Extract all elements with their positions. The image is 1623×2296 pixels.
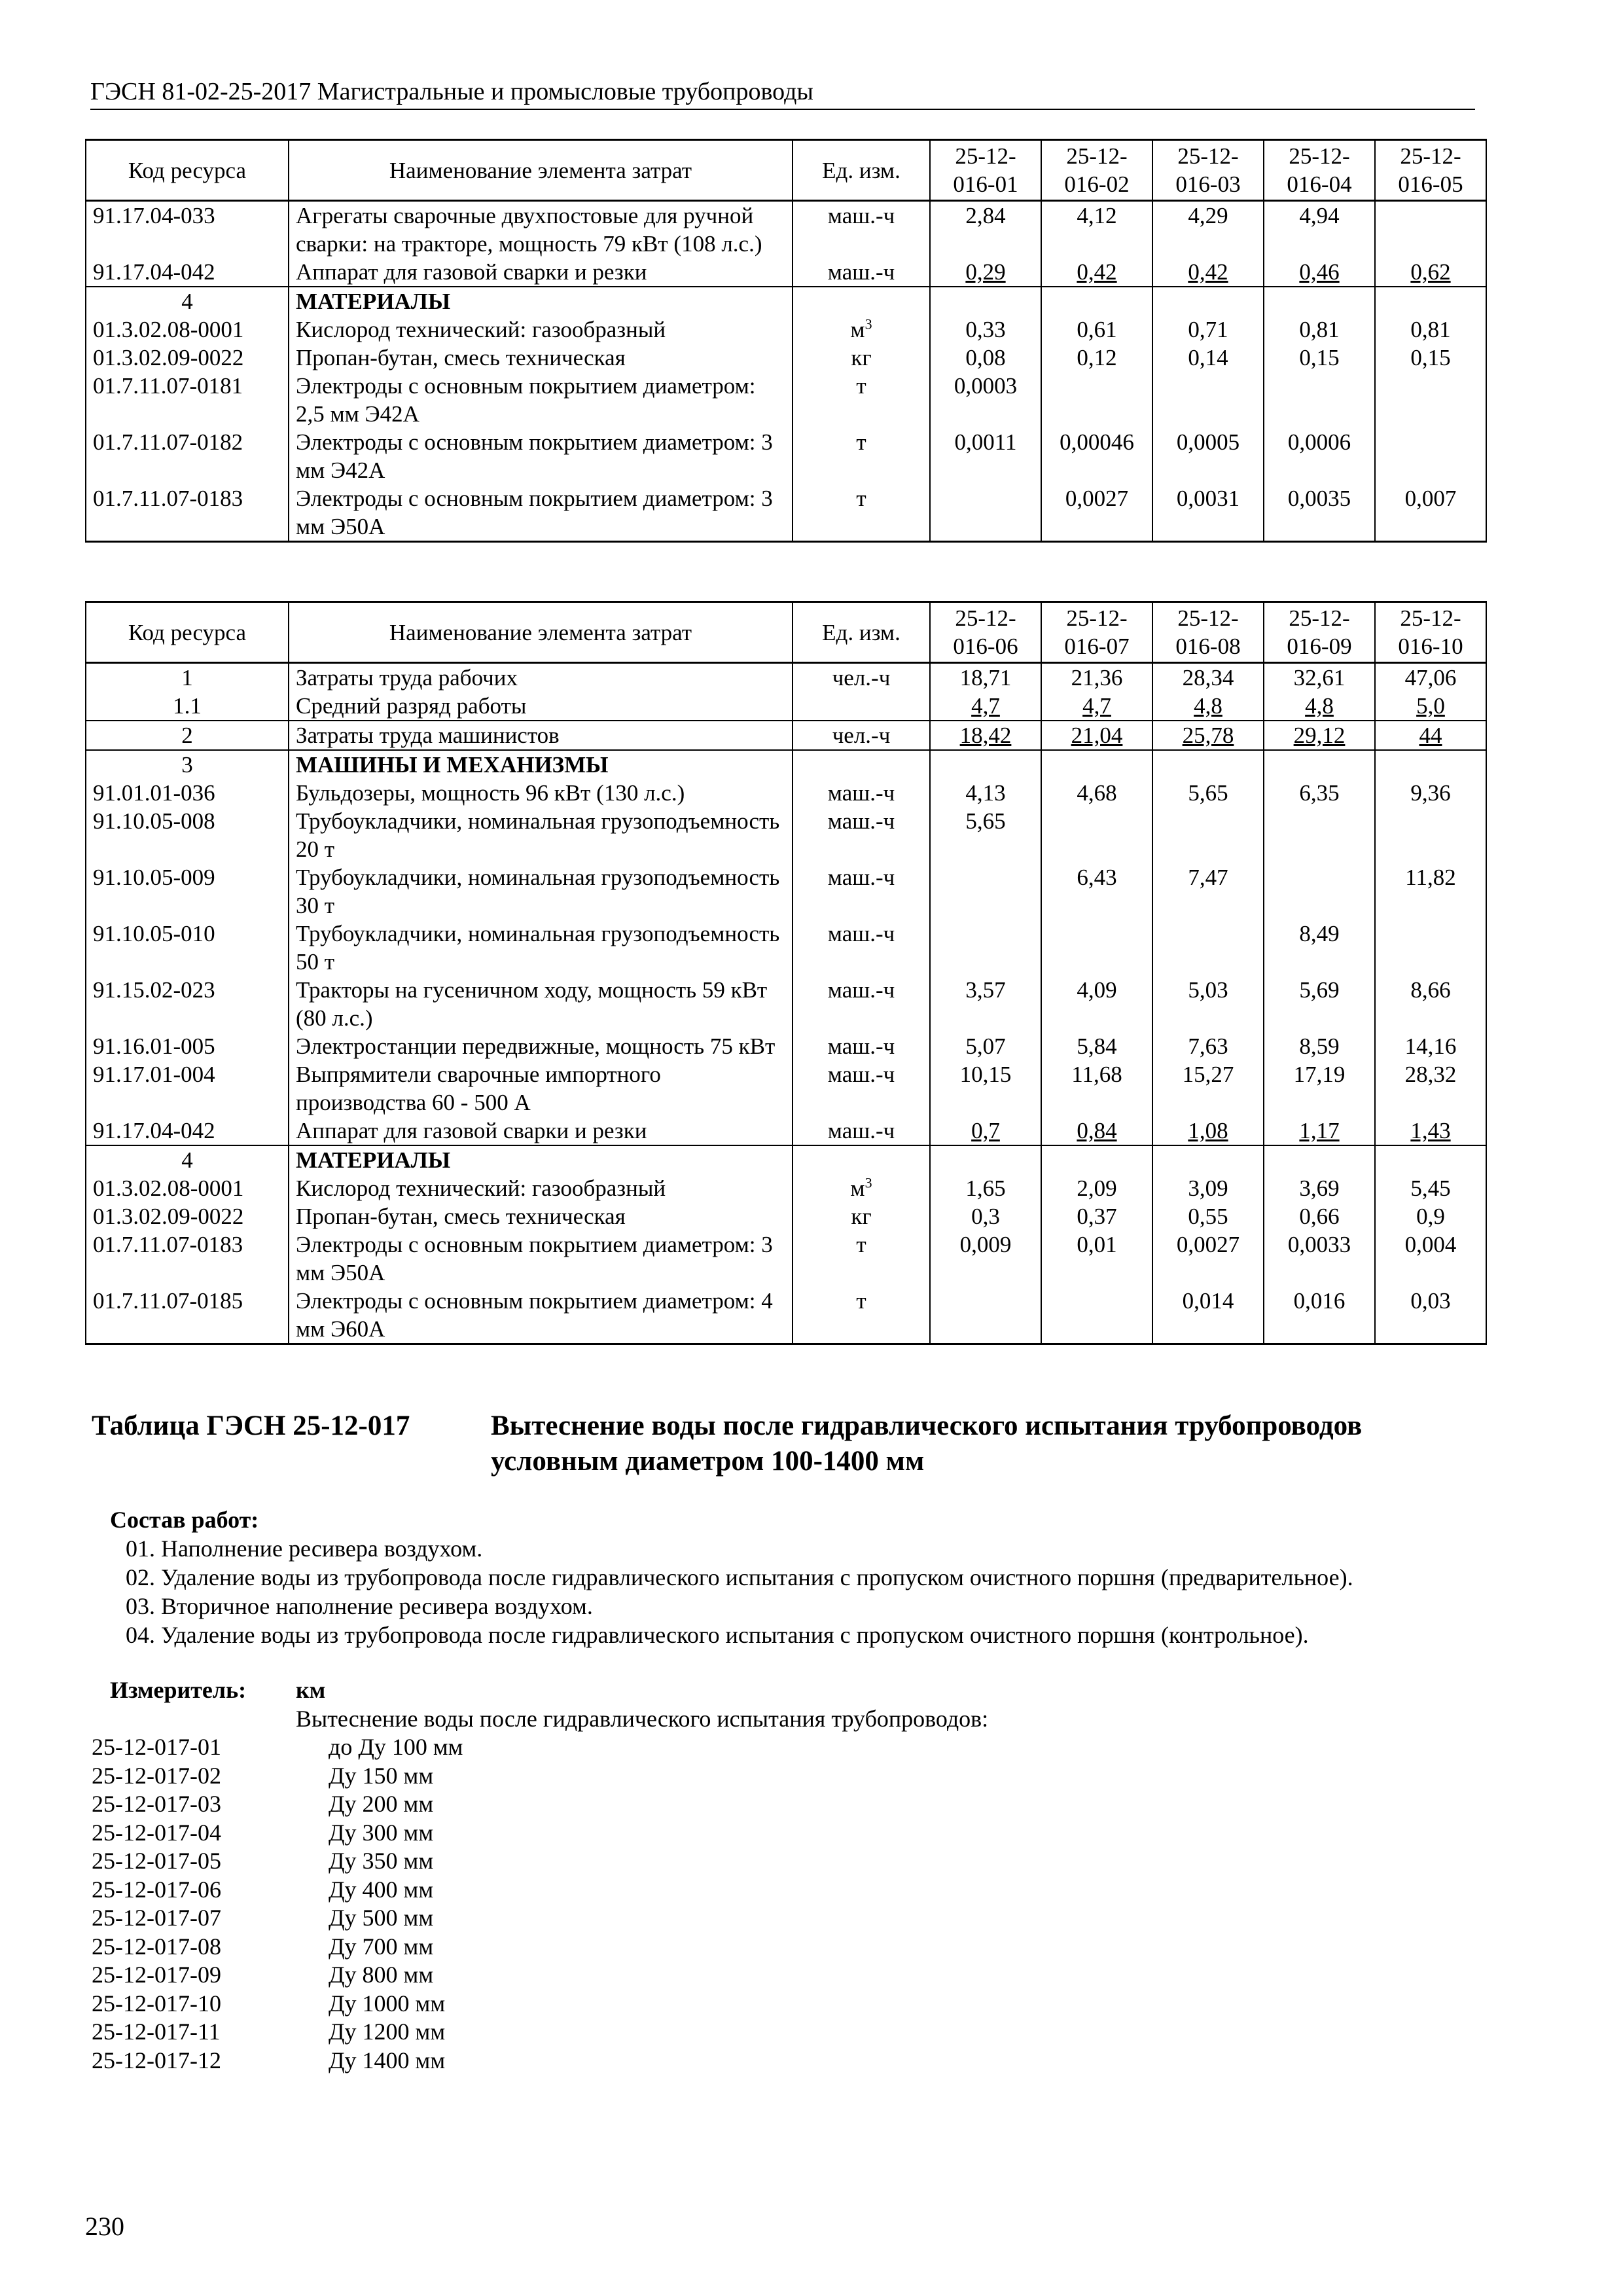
resource-unit: маш.-ч <box>793 807 930 863</box>
resource-name: Трубоукладчики, номинальная грузоподъемность 20 т <box>289 807 793 863</box>
work-step: 04. Удаление воды из трубопровода после гидравлического испытания с пропуском очистного поршня (контрольное). <box>126 1622 1309 1648</box>
col-header-name: Наименование элемента затрат <box>289 140 793 201</box>
work-scope <box>110 1505 1353 1649</box>
rate-value: 5,69 <box>1264 976 1375 1032</box>
table-row <box>86 863 1486 920</box>
rate-code: 25-12-017-05 <box>92 1848 221 1874</box>
resource-unit: т <box>793 372 930 428</box>
rate-value: 0,0027 <box>1152 1230 1264 1287</box>
rate-value: 3,69 <box>1264 1174 1375 1202</box>
table-row <box>86 1117 1486 1145</box>
rate-description: Ду 350 мм <box>329 1848 434 1874</box>
rate-description: Ду 1000 мм <box>329 1990 446 2017</box>
resource-unit: маш.-ч <box>793 1032 930 1060</box>
rate-value: 0,61 <box>1041 315 1152 344</box>
resource-unit: т <box>793 1230 930 1287</box>
col-header-unit: Ед. изм. <box>793 140 930 201</box>
rate-value: 4,12 <box>1041 201 1152 259</box>
rate-code: 25-12-017-02 <box>92 1762 221 1789</box>
rate-value: 28,34 <box>1152 663 1264 692</box>
resource-unit: кг <box>793 344 930 372</box>
table-row <box>86 372 1486 428</box>
rate-value <box>930 1287 1041 1344</box>
rate-value <box>930 920 1041 976</box>
col-header-rate: 25-12-016-07 <box>1041 602 1152 663</box>
table-row <box>86 1032 1486 1060</box>
rate-value: 4,13 <box>930 779 1041 807</box>
rate-value: 8,66 <box>1375 976 1486 1032</box>
rate-value <box>1375 201 1486 259</box>
col-header-name: Наименование элемента затрат <box>289 602 793 663</box>
resource-name: Затраты труда машинистов <box>289 721 793 750</box>
rate-value: 0,37 <box>1041 1202 1152 1230</box>
rate-value <box>1375 807 1486 863</box>
rate-value: 0,007 <box>1375 484 1486 542</box>
rate-value: 0,014 <box>1152 1287 1264 1344</box>
rate-description: Ду 150 мм <box>329 1762 434 1789</box>
rate-value: 11,68 <box>1041 1060 1152 1117</box>
rate-value: 4,29 <box>1152 201 1264 259</box>
section-name: МАШИНЫ И МЕХАНИЗМЫ <box>289 750 793 779</box>
resource-name: Электроды с основным покрытием диаметром: 3 мм Э42А <box>289 428 793 484</box>
rate-value: 4,8 <box>1264 692 1375 721</box>
rate-value: 18,42 <box>930 721 1041 750</box>
resource-unit <box>793 315 930 344</box>
table-row <box>86 920 1486 976</box>
list-item <box>92 1933 463 1962</box>
rate-value: 0,46 <box>1264 258 1375 287</box>
resource-unit <box>793 1174 930 1202</box>
resource-unit: маш.-ч <box>793 201 930 259</box>
rate-value: 0,0033 <box>1264 1230 1375 1287</box>
rate-value: 0,0011 <box>930 428 1041 484</box>
rate-value: 2,09 <box>1041 1174 1152 1202</box>
resource-unit: маш.-ч <box>793 779 930 807</box>
table-row <box>86 1287 1486 1344</box>
rate-value: 0,9 <box>1375 1202 1486 1230</box>
table-row <box>86 976 1486 1032</box>
col-header-rate: 25-12-016-08 <box>1152 602 1264 663</box>
rate-value: 0,00046 <box>1041 428 1152 484</box>
rate-code: 25-12-017-08 <box>92 1933 221 1960</box>
rate-value: 5,45 <box>1375 1174 1486 1202</box>
rate-value <box>1152 807 1264 863</box>
rate-value: 5,65 <box>1152 779 1264 807</box>
resource-code: 91.10.05-010 <box>86 920 289 976</box>
rate-value <box>1264 1145 1375 1174</box>
unit-superscript: 3 <box>865 315 872 332</box>
rate-value: 4,68 <box>1041 779 1152 807</box>
rate-code: 25-12-017-04 <box>92 1819 221 1846</box>
resource-name: Затраты труда рабочих <box>289 663 793 692</box>
work-step: 02. Удаление воды из трубопровода после гидравлического испытания с пропуском очистного поршня (предварительное). <box>126 1564 1353 1590</box>
resource-unit: чел.-ч <box>793 663 930 692</box>
rate-value <box>1375 287 1486 315</box>
table-header-row <box>86 140 1486 201</box>
rate-value <box>1152 750 1264 779</box>
resource-name: Пропан-бутан, смесь техническая <box>289 1202 793 1230</box>
rate-value: 0,0005 <box>1152 428 1264 484</box>
page-number: 230 <box>85 2212 124 2241</box>
rate-value <box>1264 372 1375 428</box>
col-header-rate: 25-12-016-02 <box>1041 140 1152 201</box>
resource-code: 01.7.11.07-0183 <box>86 1230 289 1287</box>
list-item <box>92 1961 463 1990</box>
rate-value: 0,016 <box>1264 1287 1375 1344</box>
rate-value: 2,84 <box>930 201 1041 259</box>
resource-unit: маш.-ч <box>793 1117 930 1145</box>
section-row <box>86 750 1486 779</box>
rate-value: 4,94 <box>1264 201 1375 259</box>
col-header-rate: 25-12-016-01 <box>930 140 1041 201</box>
rate-value: 17,19 <box>1264 1060 1375 1117</box>
rate-value: 5,84 <box>1041 1032 1152 1060</box>
table-row <box>86 344 1486 372</box>
rate-value: 44 <box>1375 721 1486 750</box>
rate-value <box>1152 1145 1264 1174</box>
resource-name: Средний разряд работы <box>289 692 793 721</box>
list-item <box>92 1733 463 1762</box>
resource-unit: чел.-ч <box>793 721 930 750</box>
rate-description: до Ду 100 мм <box>329 1734 463 1760</box>
rate-value: 4,09 <box>1041 976 1152 1032</box>
col-header-rate: 25-12-016-09 <box>1264 602 1375 663</box>
rate-value: 0,42 <box>1152 258 1264 287</box>
resource-code: 01.7.11.07-0181 <box>86 372 289 428</box>
rate-value: 0,0031 <box>1152 484 1264 542</box>
table-row <box>86 807 1486 863</box>
rate-value <box>1041 372 1152 428</box>
resource-code: 01.3.02.08-0001 <box>86 1174 289 1202</box>
rate-value: 3,09 <box>1152 1174 1264 1202</box>
rate-value <box>930 1145 1041 1174</box>
rate-value: 0,0006 <box>1264 428 1375 484</box>
rate-value: 5,0 <box>1375 692 1486 721</box>
table-row <box>86 1230 1486 1287</box>
col-header-rate: 25-12-016-03 <box>1152 140 1264 201</box>
list-item <box>92 1904 463 1933</box>
rate-value: 14,16 <box>1375 1032 1486 1060</box>
rate-value <box>1264 287 1375 315</box>
rate-value: 0,08 <box>930 344 1041 372</box>
resource-unit: т <box>793 484 930 542</box>
table-row <box>86 779 1486 807</box>
section-code: 4 <box>86 1145 289 1174</box>
list-item <box>92 1762 463 1791</box>
rate-value: 0,01 <box>1041 1230 1152 1287</box>
col-header-code: Код ресурса <box>86 602 289 663</box>
rate-value: 0,81 <box>1264 315 1375 344</box>
rate-value <box>1264 863 1375 920</box>
rate-value: 3,57 <box>930 976 1041 1032</box>
meter-label: Измеритель: <box>110 1677 247 1703</box>
list-item <box>92 1990 463 2018</box>
section-row <box>86 287 1486 315</box>
col-header-unit: Ед. изм. <box>793 602 930 663</box>
col-header-code: Код ресурса <box>86 140 289 201</box>
rate-value: 0,33 <box>930 315 1041 344</box>
rate-code: 25-12-017-07 <box>92 1905 221 1931</box>
rate-code: 25-12-017-11 <box>92 2018 221 2045</box>
list-item <box>92 1790 463 1819</box>
rate-value: 7,63 <box>1152 1032 1264 1060</box>
rate-value <box>1375 372 1486 428</box>
work-step: 03. Вторичное наполнение ресивера воздухом. <box>126 1593 593 1619</box>
resource-name: Электроды с основным покрытием диаметром: 3 мм Э50А <box>289 484 793 542</box>
resource-code: 91.17.04-042 <box>86 1117 289 1145</box>
rate-description: Ду 500 мм <box>329 1905 434 1931</box>
list-item <box>92 1819 463 1848</box>
rate-code-list <box>92 1733 463 2075</box>
rate-value: 0,0027 <box>1041 484 1152 542</box>
rate-value: 0,66 <box>1264 1202 1375 1230</box>
rate-value: 8,59 <box>1264 1032 1375 1060</box>
rate-code: 25-12-017-09 <box>92 1962 221 1988</box>
rate-code: 25-12-017-06 <box>92 1876 221 1903</box>
rate-description: Ду 200 мм <box>329 1791 434 1817</box>
rate-value: 0,03 <box>1375 1287 1486 1344</box>
rate-value: 4,7 <box>1041 692 1152 721</box>
rate-value <box>1041 920 1152 976</box>
rate-value: 8,49 <box>1264 920 1375 976</box>
rate-value: 0,15 <box>1375 344 1486 372</box>
rate-value: 0,12 <box>1041 344 1152 372</box>
resource-unit: маш.-ч <box>793 976 930 1032</box>
rate-description: Ду 300 мм <box>329 1819 434 1846</box>
rate-value: 0,42 <box>1041 258 1152 287</box>
resource-unit: маш.-ч <box>793 258 930 287</box>
table-row <box>86 258 1486 287</box>
section-code: 1 <box>86 663 289 692</box>
unit-superscript: 3 <box>865 1174 872 1191</box>
resource-unit <box>793 750 930 779</box>
rate-value <box>1041 287 1152 315</box>
resource-code: 91.10.05-009 <box>86 863 289 920</box>
section-name: МАТЕРИАЛЫ <box>289 1145 793 1174</box>
rate-value <box>1264 807 1375 863</box>
rate-value: 1,08 <box>1152 1117 1264 1145</box>
rate-value: 25,78 <box>1152 721 1264 750</box>
resource-code: 01.3.02.09-0022 <box>86 344 289 372</box>
list-item <box>92 2018 463 2047</box>
rate-value: 11,82 <box>1375 863 1486 920</box>
rate-code: 25-12-017-01 <box>92 1734 221 1760</box>
work-scope-heading: Состав работ: <box>110 1507 259 1533</box>
rate-value <box>1041 807 1152 863</box>
rate-value: 32,61 <box>1264 663 1375 692</box>
rate-value <box>930 750 1041 779</box>
rate-value <box>1152 287 1264 315</box>
resource-name: Выпрямители сварочные импортного производства 60 - 500 А <box>289 1060 793 1117</box>
resource-table-1 <box>85 139 1487 543</box>
rate-value <box>1264 750 1375 779</box>
list-item <box>92 1847 463 1876</box>
section-row <box>86 1145 1486 1174</box>
rate-value <box>1152 372 1264 428</box>
section-name: МАТЕРИАЛЫ <box>289 287 793 315</box>
rate-value: 0,14 <box>1152 344 1264 372</box>
rate-value: 5,03 <box>1152 976 1264 1032</box>
resource-name: Электроды с основным покрытием диаметром: 2,5 мм Э42А <box>289 372 793 428</box>
rate-value <box>1041 1287 1152 1344</box>
resource-name: Кислород технический: газообразный <box>289 1174 793 1202</box>
resource-unit <box>793 1145 930 1174</box>
rate-description: Ду 1200 мм <box>329 2018 446 2045</box>
rate-value: 0,009 <box>930 1230 1041 1287</box>
table-row <box>86 1174 1486 1202</box>
table-title-label: Таблица ГЭСН 25-12-017 <box>92 1410 410 1441</box>
resource-name: Бульдозеры, мощность 96 кВт (130 л.с.) <box>289 779 793 807</box>
rate-value: 15,27 <box>1152 1060 1264 1117</box>
resource-name: Аппарат для газовой сварки и резки <box>289 258 793 287</box>
rate-value: 4,8 <box>1152 692 1264 721</box>
rate-value: 0,55 <box>1152 1202 1264 1230</box>
rate-value <box>1041 750 1152 779</box>
rate-value: 21,04 <box>1041 721 1152 750</box>
rate-value: 0,15 <box>1264 344 1375 372</box>
rate-value <box>1375 920 1486 976</box>
rate-description: Ду 800 мм <box>329 1962 434 1988</box>
section-row <box>86 721 1486 750</box>
rate-value: 6,35 <box>1264 779 1375 807</box>
work-step: 01. Наполнение ресивера воздухом. <box>126 1535 483 1562</box>
resource-name: Аппарат для газовой сварки и резки <box>289 1117 793 1145</box>
resource-code: 91.15.02-023 <box>86 976 289 1032</box>
rate-value: 5,07 <box>930 1032 1041 1060</box>
rate-value <box>1152 920 1264 976</box>
meter-description: Вытеснение воды после гидравлического испытания трубопроводов: <box>296 1706 989 1732</box>
rate-value <box>1375 428 1486 484</box>
rate-value <box>1041 1145 1152 1174</box>
resource-code: 91.17.01-004 <box>86 1060 289 1117</box>
rate-code: 25-12-017-03 <box>92 1791 221 1817</box>
rate-description: Ду 1400 мм <box>329 2047 446 2073</box>
resource-name: Тракторы на гусеничном ходу, мощность 59 кВт (80 л.с.) <box>289 976 793 1032</box>
rate-description: Ду 700 мм <box>329 1933 434 1960</box>
resource-code: 01.7.11.07-0185 <box>86 1287 289 1344</box>
rate-value: 18,71 <box>930 663 1041 692</box>
resource-unit: т <box>793 428 930 484</box>
resource-code: 91.17.04-033 <box>86 201 289 259</box>
col-header-rate: 25-12-016-06 <box>930 602 1041 663</box>
resource-name: Агрегаты сварочные двухпостовые для ручной сварки: на тракторе, мощность 79 кВт (108 л.с.) <box>289 201 793 259</box>
rate-code: 25-12-017-10 <box>92 1990 221 2017</box>
rate-value: 0,81 <box>1375 315 1486 344</box>
rate-value: 6,43 <box>1041 863 1152 920</box>
rate-value: 1,17 <box>1264 1117 1375 1145</box>
resource-unit: маш.-ч <box>793 1060 930 1117</box>
rate-value: 28,32 <box>1375 1060 1486 1117</box>
resource-unit: маш.-ч <box>793 863 930 920</box>
table-header-row <box>86 602 1486 663</box>
resource-code: 91.17.04-042 <box>86 258 289 287</box>
resource-code: 01.3.02.08-0001 <box>86 315 289 344</box>
rate-value: 1,65 <box>930 1174 1041 1202</box>
resource-code: 91.16.01-005 <box>86 1032 289 1060</box>
section-code: 4 <box>86 287 289 315</box>
unit-text: м <box>850 317 865 342</box>
section-code: 3 <box>86 750 289 779</box>
resource-code: 01.7.11.07-0182 <box>86 428 289 484</box>
resource-unit: т <box>793 1287 930 1344</box>
rate-value: 10,15 <box>930 1060 1041 1117</box>
table-row <box>86 201 1486 259</box>
rate-value <box>930 484 1041 542</box>
rate-value: 0,62 <box>1375 258 1486 287</box>
rate-value: 0,71 <box>1152 315 1264 344</box>
resource-unit: маш.-ч <box>793 920 930 976</box>
resource-name: Электростанции передвижные, мощность 75 кВт <box>289 1032 793 1060</box>
section-code: 2 <box>86 721 289 750</box>
meter-unit: км <box>296 1677 326 1703</box>
rate-value <box>930 863 1041 920</box>
list-item <box>92 2047 463 2075</box>
rate-value: 1,43 <box>1375 1117 1486 1145</box>
resource-code: 01.3.02.09-0022 <box>86 1202 289 1230</box>
rate-description: Ду 400 мм <box>329 1876 434 1903</box>
rate-code: 25-12-017-12 <box>92 2047 221 2073</box>
rate-value: 47,06 <box>1375 663 1486 692</box>
rate-value: 0,0035 <box>1264 484 1375 542</box>
rate-value: 0,0003 <box>930 372 1041 428</box>
table-row <box>86 315 1486 344</box>
rate-value <box>1375 750 1486 779</box>
table-title-text: Вытеснение воды после гидравлического испытания трубопроводов условным диаметром 100-1400 мм <box>491 1410 1363 1477</box>
table-row <box>86 1202 1486 1230</box>
rate-value: 0,004 <box>1375 1230 1486 1287</box>
resource-name: Электроды с основным покрытием диаметром: 3 мм Э50А <box>289 1230 793 1287</box>
resource-unit: кг <box>793 1202 930 1230</box>
rate-value: 29,12 <box>1264 721 1375 750</box>
col-header-rate: 25-12-016-04 <box>1264 140 1375 201</box>
section-row <box>86 663 1486 692</box>
resource-code: 91.10.05-008 <box>86 807 289 863</box>
table-row <box>86 484 1486 542</box>
rate-value: 7,47 <box>1152 863 1264 920</box>
resource-table-2 <box>85 601 1487 1345</box>
rate-value <box>930 287 1041 315</box>
unit-text: м <box>850 1175 865 1201</box>
col-header-rate: 25-12-016-10 <box>1375 602 1486 663</box>
resource-name: Пропан-бутан, смесь техническая <box>289 344 793 372</box>
resource-unit <box>793 287 930 315</box>
rate-value: 21,36 <box>1041 663 1152 692</box>
resource-name: Трубоукладчики, номинальная грузоподъемность 30 т <box>289 863 793 920</box>
rate-value: 4,7 <box>930 692 1041 721</box>
resource-code: 1.1 <box>86 692 289 721</box>
table-row <box>86 692 1486 721</box>
resource-name: Кислород технический: газообразный <box>289 315 793 344</box>
resource-name: Электроды с основным покрытием диаметром: 4 мм Э60А <box>289 1287 793 1344</box>
running-header: ГЭСН 81-02-25-2017 Магистральные и промысловые трубопроводы <box>90 76 1475 110</box>
col-header-rate: 25-12-016-05 <box>1375 140 1486 201</box>
rate-value: 0,7 <box>930 1117 1041 1145</box>
list-item <box>92 1876 463 1905</box>
table-row <box>86 1060 1486 1117</box>
resource-code: 01.7.11.07-0183 <box>86 484 289 542</box>
resource-name: Трубоукладчики, номинальная грузоподъемность 50 т <box>289 920 793 976</box>
table-row <box>86 428 1486 484</box>
rate-value: 5,65 <box>930 807 1041 863</box>
rate-value: 0,3 <box>930 1202 1041 1230</box>
rate-value: 9,36 <box>1375 779 1486 807</box>
resource-code: 91.01.01-036 <box>86 779 289 807</box>
rate-value: 0,84 <box>1041 1117 1152 1145</box>
rate-value <box>1375 1145 1486 1174</box>
rate-value: 0,29 <box>930 258 1041 287</box>
resource-unit <box>793 692 930 721</box>
